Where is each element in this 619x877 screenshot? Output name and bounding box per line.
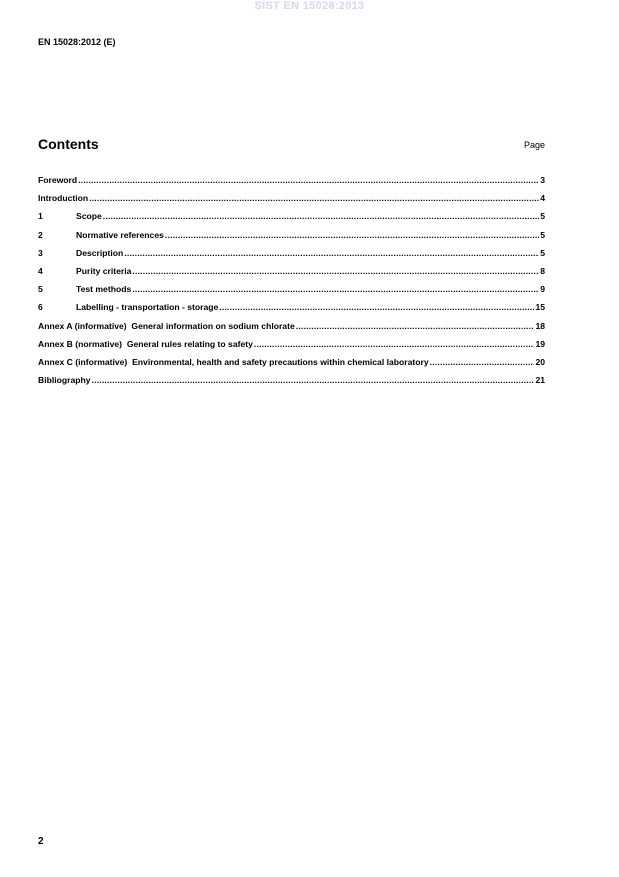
toc-entry-annex-c[interactable]: [38, 357, 545, 375]
toc-entry-introduction[interactable]: [38, 193, 545, 211]
contents-title: Contents: [38, 136, 99, 152]
dot-leader: [132, 266, 539, 276]
toc-entry-title: Test methods: [76, 284, 132, 295]
toc-entry-page: 21: [535, 375, 545, 386]
dot-leader: [103, 211, 539, 221]
page-column-label: Page: [523, 140, 545, 150]
toc-entry-page: 20: [535, 356, 545, 367]
dot-leader: [219, 302, 534, 312]
toc-entry-annex-a[interactable]: [38, 321, 545, 339]
toc-entry-page: 3: [540, 175, 545, 185]
toc-entry-page: 15: [535, 302, 545, 313]
toc-entry-title: Bibliography: [38, 375, 91, 386]
toc-entry-page: 19: [535, 338, 545, 349]
toc-entry-title: Normative references: [76, 229, 164, 240]
document-id: EN 15028:2012 (E): [38, 37, 116, 47]
toc-entry-test-methods[interactable]: [38, 284, 545, 302]
toc-entry-page: 5: [540, 247, 545, 258]
toc-entry-page: 8: [540, 265, 545, 276]
dot-leader: [254, 339, 535, 349]
toc-entry-annex-b[interactable]: [38, 339, 545, 357]
toc-entry-number: 1: [38, 211, 43, 222]
toc-entry-number: 3: [38, 247, 43, 258]
toc-entry-page: 5: [540, 229, 545, 240]
toc-entry-normative-references[interactable]: [38, 230, 545, 248]
dot-leader: [132, 284, 539, 294]
toc-entry-foreword[interactable]: [38, 175, 545, 193]
watermark: SIST EN 15028:2013: [254, 0, 365, 12]
toc-entry-title: Purity criteria: [76, 265, 132, 276]
dot-leader: [430, 357, 535, 367]
toc-entry-title: Scope: [76, 211, 102, 222]
dot-leader: [89, 193, 539, 203]
toc-entry-description[interactable]: [38, 248, 545, 266]
dot-leader: [78, 175, 539, 185]
toc-entry-page: 9: [540, 284, 545, 295]
dot-leader: [296, 321, 535, 331]
toc-entry-title: Labelling - transportation - storage: [76, 302, 219, 313]
toc-entry-bibliography[interactable]: [38, 375, 545, 393]
toc-entry-page: 5: [540, 211, 545, 222]
toc-entry-scope[interactable]: [38, 211, 545, 229]
toc-entry-number: 4: [38, 265, 43, 276]
toc-entry-title: Annex C (informative) Environmental, health and safety precautions within chemical laboratory: [38, 356, 429, 367]
toc-entry-page: 18: [535, 320, 545, 331]
toc-entry-number: 2: [38, 229, 43, 240]
toc-entry-page: 4: [540, 193, 545, 204]
toc-entry-labelling[interactable]: [38, 302, 545, 320]
page-number: 2: [38, 836, 44, 847]
dot-leader: [92, 375, 535, 385]
toc-entry-title: Foreword: [38, 175, 78, 185]
toc-entry-title: Introduction: [38, 193, 89, 204]
toc-entry-title: Annex A (informative) General information on sodium chlorate: [38, 320, 295, 331]
toc-entry-title: Annex B (normative) General rules relating to safety: [38, 338, 253, 349]
dot-leader: [165, 230, 539, 240]
table-of-contents: [38, 175, 545, 393]
toc-entry-number: 6: [38, 302, 43, 313]
toc-entry-title: Description: [76, 247, 124, 258]
toc-entry-purity-criteria[interactable]: [38, 266, 545, 284]
toc-entry-number: 5: [38, 284, 43, 295]
dot-leader: [124, 248, 539, 258]
